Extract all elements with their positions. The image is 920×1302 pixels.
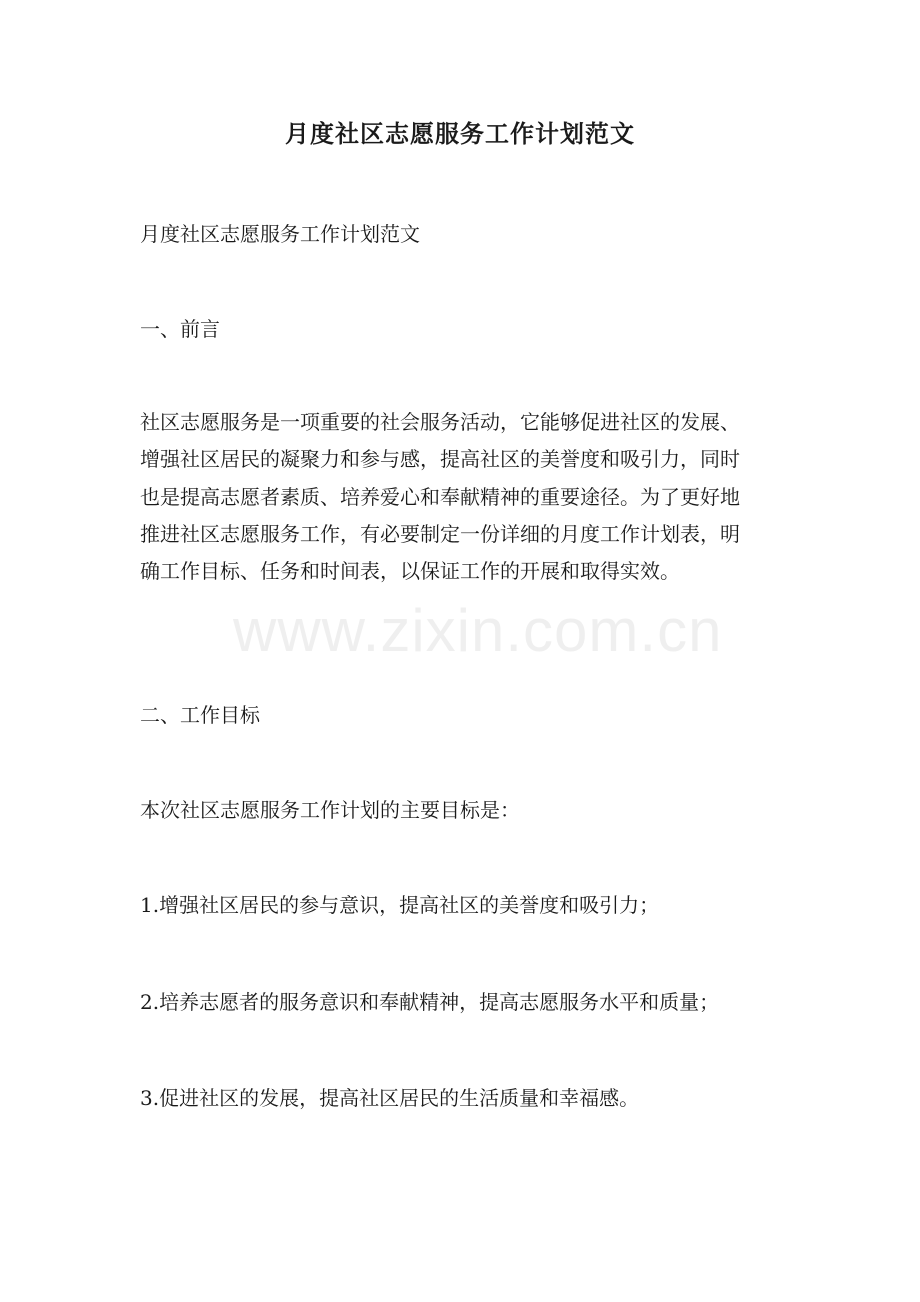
paragraph-line: 确工作目标、任务和时间表，以保证工作的开展和取得实效。 <box>140 559 680 583</box>
paragraph-line: 社区志愿服务是一项重要的社会服务活动，它能够促进社区的发展、 <box>140 410 740 434</box>
paragraph-line: 增强社区居民的凝聚力和参与感，提高社区的美誉度和吸引力，同时 <box>140 447 740 472</box>
goal-item-3: 3.促进社区的发展，提高社区居民的生活质量和幸福感。 <box>140 1086 640 1110</box>
watermark: www.zixin.com.cn <box>233 597 723 664</box>
section-heading-preface: 一、前言 <box>140 317 220 341</box>
preface-paragraph <box>140 404 785 590</box>
paragraph-line: 推进社区志愿服务工作，有必要制定一份详细的月度工作计划表，明 <box>140 521 740 546</box>
paragraph-line: 也是提高志愿者素质、培养爱心和奉献精神的重要途径。为了更好地 <box>140 484 740 509</box>
section-heading-goals: 二、工作目标 <box>140 703 260 727</box>
goal-item-1: 1.增强社区居民的参与意识，提高社区的美誉度和吸引力； <box>140 893 660 917</box>
document-title: 月度社区志愿服务工作计划范文 <box>285 119 635 148</box>
document-subtitle: 月度社区志愿服务工作计划范文 <box>140 222 420 246</box>
goal-item-2: 2.培养志愿者的服务意识和奉献精神，提高志愿服务水平和质量； <box>140 990 720 1014</box>
goals-intro: 本次社区志愿服务工作计划的主要目标是： <box>140 798 520 822</box>
